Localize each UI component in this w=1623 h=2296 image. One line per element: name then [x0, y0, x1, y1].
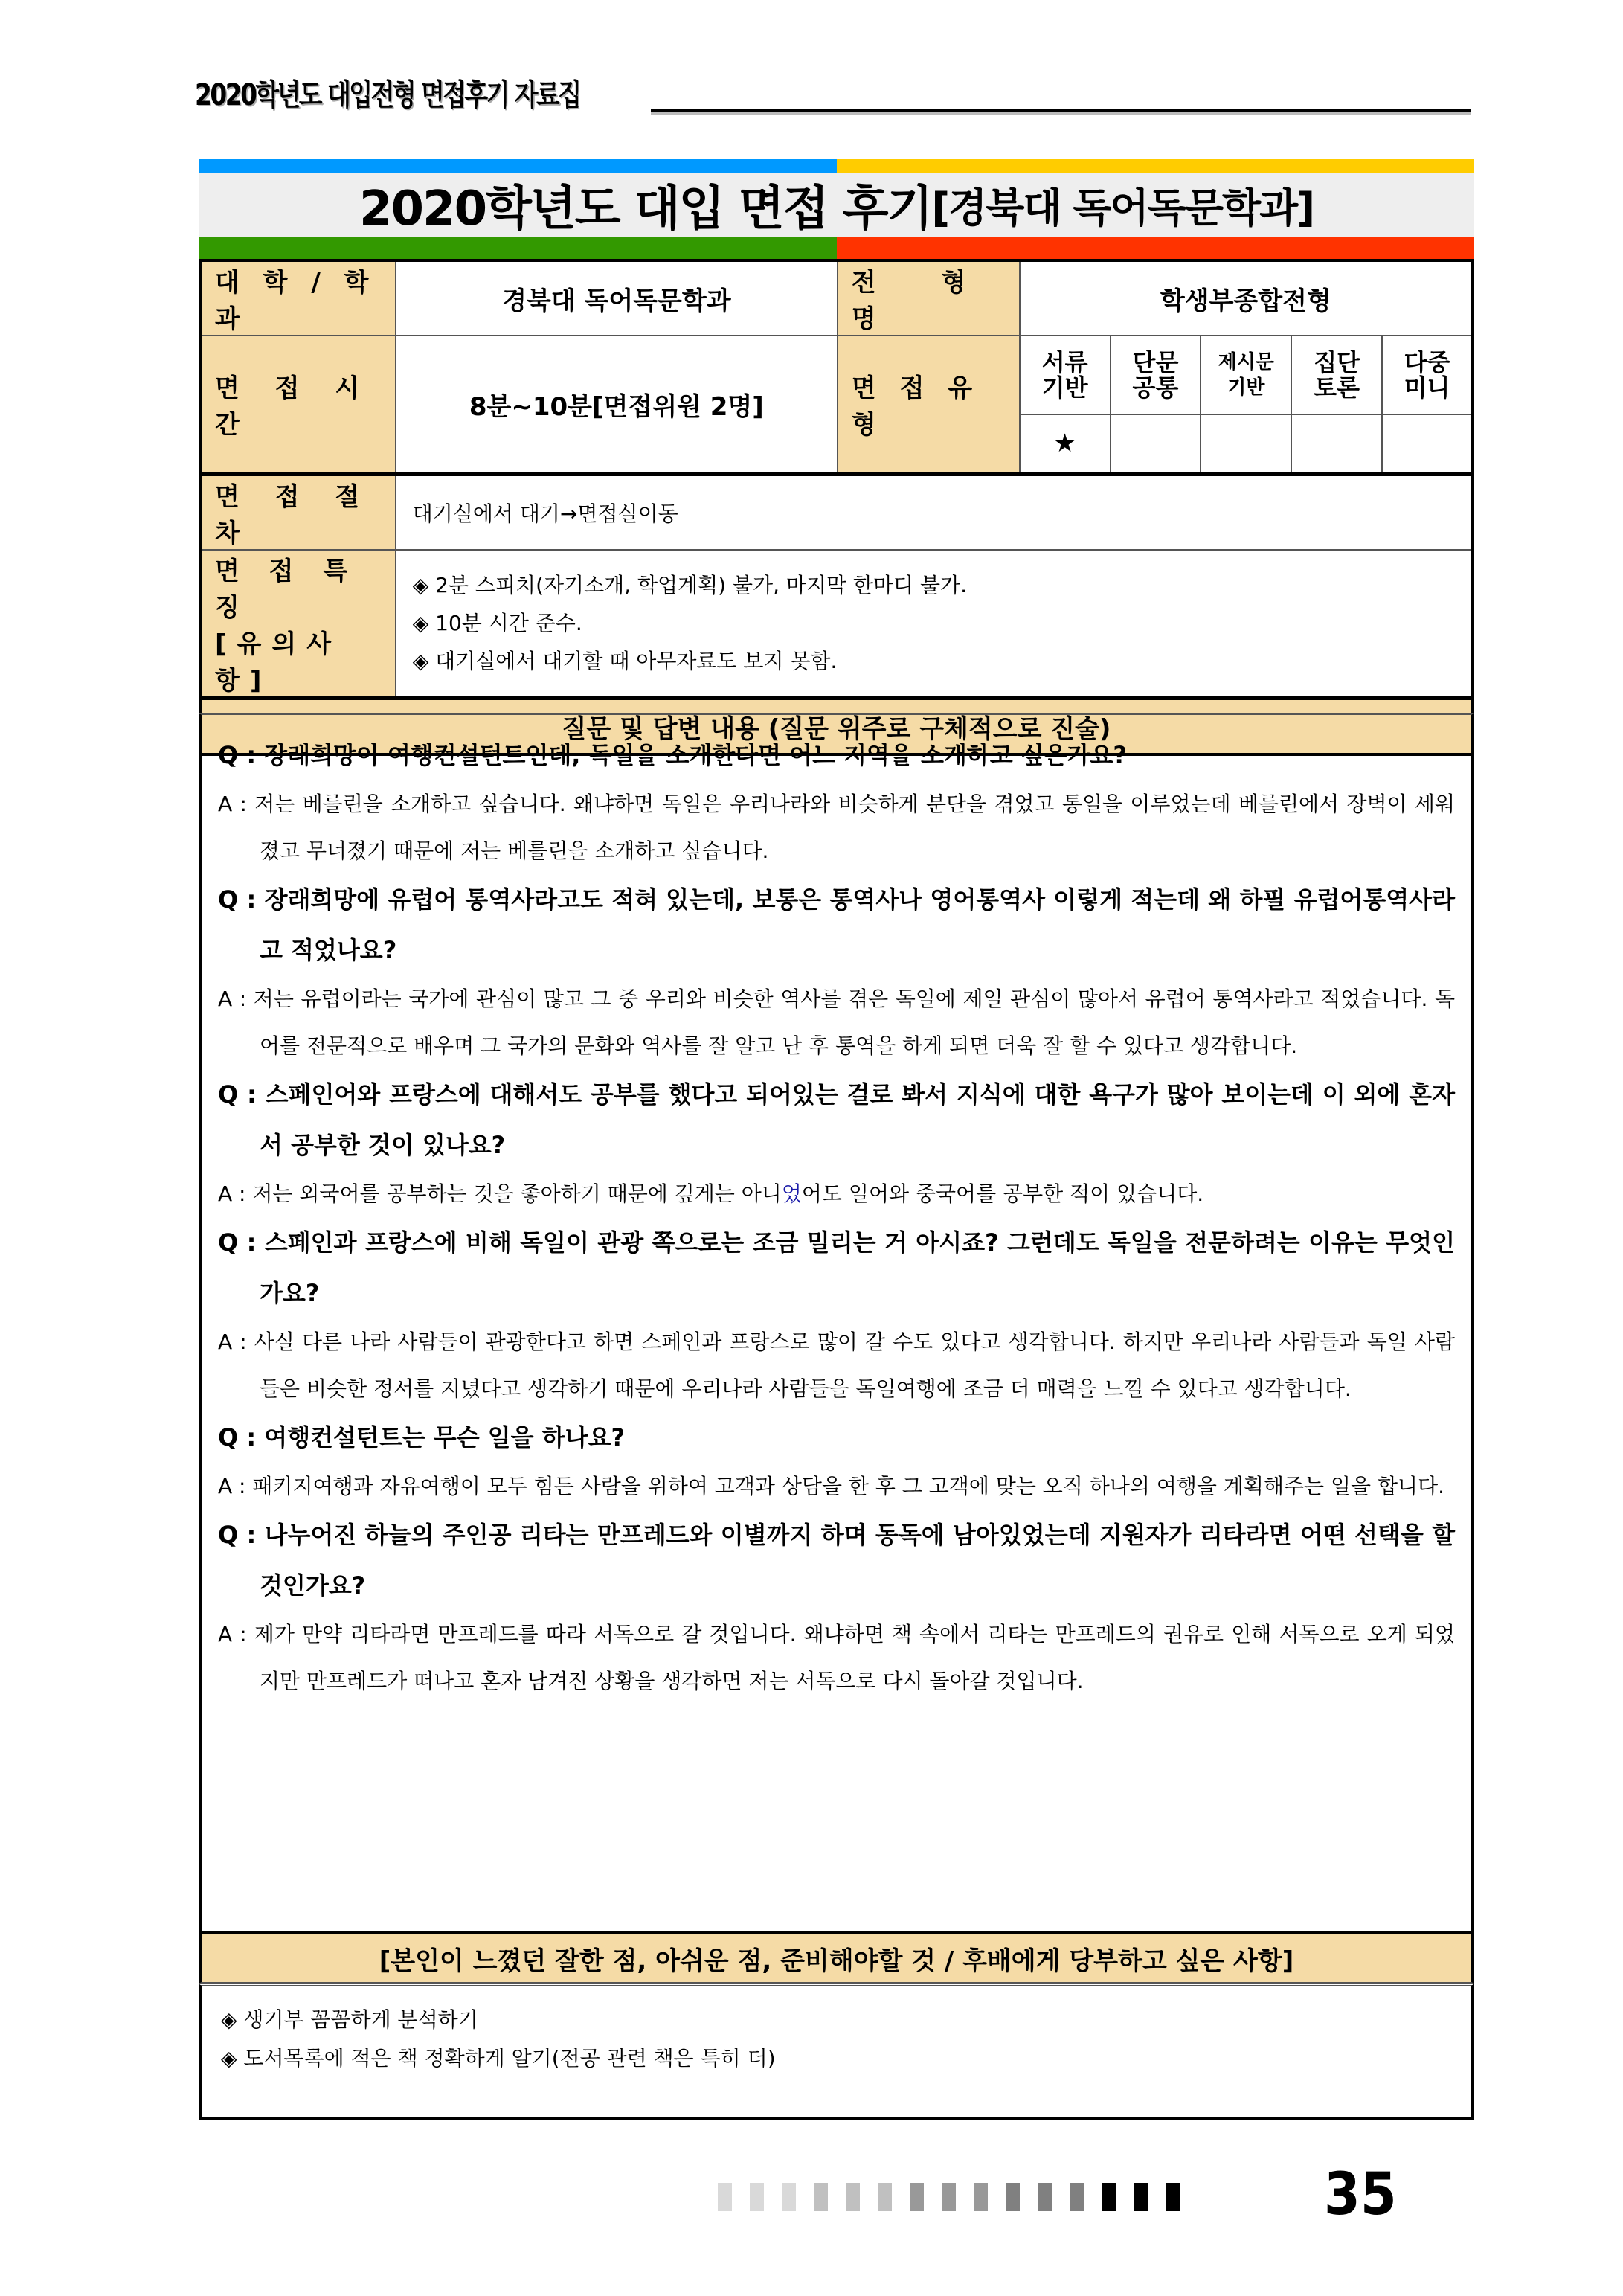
info-table — [199, 259, 1474, 756]
summary-item: ◈ 도서목록에 적은 책 정확하게 알기(전공 관련 책은 특히 더) — [221, 2046, 776, 2071]
color-bar-yellow — [837, 159, 1474, 173]
answer: A : 저는 유럽이라는 국가에 관심이 많고 그 중 우리와 비슷한 역사를 겪은 독일에 제일 관심이 많아서 유럽어 통역사라고 적었습니다. 독어를 전문적으로 배우며 그 국가의 문화와 역사를 잘 알고 난 후 통역을 하게 되면 더욱 잘 할 수 있다고 생각합니다. — [218, 987, 1455, 1058]
footer-bar — [910, 2183, 924, 2211]
footer-bar — [718, 2183, 732, 2211]
procedure-value: 대기실에서 대기→면접실이동 — [396, 474, 1473, 550]
answer: A : 저는 베를린을 소개하고 싶습니다. 왜냐하면 독일은 우리나라와 비슷하게 분단을 겪었고 통일을 이루었는데 베를린에서 장벽이 세워졌고 무너졌기 때문에 저는 베를린을 소개하고 싶습니다. — [218, 792, 1455, 863]
footer-bar — [750, 2183, 764, 2211]
footer-bar — [942, 2183, 956, 2211]
admission-label: 전 형 명 — [838, 260, 1020, 336]
question: Q : 스페인과 프랑스에 비해 독일이 관광 쪽으로는 조금 밀리는 거 아시죠? 그런데도 독일을 전문하려는 이유는 무엇인가요? — [218, 1228, 1455, 1307]
footer-bar — [1070, 2183, 1084, 2211]
qa-heading: 질문 및 답변 내용 (질문 위주로 구체적으로 진술) — [200, 698, 1473, 754]
feature-item: ◈ 10분 시간 준수. — [412, 611, 582, 635]
qa-section — [199, 713, 1474, 1934]
footer-bar — [878, 2183, 892, 2211]
answer: A : 패키지여행과 자유여행이 모두 힘든 사람을 위하여 고객과 상담을 한 후 그 고객에 맞는 오직 하나의 여행을 계획해주는 일을 합니다. — [218, 1474, 1445, 1498]
footer-bar — [814, 2183, 828, 2211]
color-bar-red — [837, 237, 1474, 259]
footer-bar — [1006, 2183, 1020, 2211]
type-header-1: 서류 기반 — [1020, 336, 1111, 414]
feature-item: ◈ 2분 스피치(자기소개, 학업계획) 불가, 마지막 한마디 불가. — [412, 573, 967, 597]
question: Q : 여행컨설턴트는 무슨 일을 하나요? — [218, 1423, 626, 1452]
footer-bar — [974, 2183, 988, 2211]
page-number: 35 — [1324, 2161, 1397, 2228]
question: Q : 장래희망이 여행컨설턴트인데, 독일을 소개한다면 어느 지역을 소개하고 싶은가요? — [218, 741, 1127, 769]
answer: A : 제가 만약 리타라면 만프레드를 따라 서독으로 갈 것입니다. 왜냐하면 책 속에서 리타는 만프레드의 권유로 인해 서독으로 오게 되었지만 만프레드가 떠나고 혼자 남겨진 상황을 생각하면 저는 서독으로 다시 돌아갈 것입니다. — [218, 1622, 1455, 1693]
footer-bar — [1134, 2183, 1148, 2211]
page-subtitle: [경북대 독어독문학과] — [931, 184, 1314, 231]
type-mark-3 — [1201, 414, 1291, 474]
features-label: 면 접 특 징 [유의사항] — [200, 550, 396, 699]
university-value: 경북대 독어독문학과 — [396, 260, 838, 336]
type-header-2: 단문 공통 — [1111, 336, 1201, 414]
document-header: 2020학년도 대입전형 면접후기 자료집 — [195, 78, 580, 112]
title-band — [199, 173, 1474, 237]
footer-bar — [1166, 2183, 1180, 2211]
header-rule — [651, 109, 1471, 112]
type-mark-1: ★ — [1020, 414, 1111, 474]
footer-gradient-bars — [718, 2183, 1180, 2211]
question: Q : 스페인어와 프랑스에 대해서도 공부를 했다고 되어있는 걸로 봐서 지식에 대한 욕구가 많아 보이는데 이 외에 혼자서 공부한 것이 있나요? — [218, 1080, 1455, 1159]
type-mark-5 — [1382, 414, 1473, 474]
admission-value: 학생부종합전형 — [1020, 260, 1473, 336]
answer: A : 사실 다른 나라 사람들이 관광한다고 하면 스페인과 프랑스로 많이 갈 수도 있다고 생각합니다. 하지만 우리나라 사람들과 독일 사람들은 비슷한 정서를 지녔다고 생각하기 때문에 우리나라 사람들을 독일여행에 조금 더 매력을 느낄 수 있다고 생각합니다. — [218, 1330, 1455, 1401]
features-list — [396, 550, 1473, 699]
color-bar-green — [199, 237, 837, 259]
type-header-5: 다중 미니 — [1382, 336, 1473, 414]
procedure-label: 면 접 절 차 — [200, 474, 396, 550]
university-label: 대 학 / 학 과 — [200, 260, 396, 336]
footer-bar — [1102, 2183, 1116, 2211]
page-title: 2020학년도 대입 면접 후기 — [359, 182, 932, 237]
footer-bar — [1038, 2183, 1052, 2211]
type-mark-2 — [1111, 414, 1201, 474]
type-mark-4 — [1291, 414, 1382, 474]
type-label: 면 접 유 형 — [838, 336, 1020, 474]
question: Q : 장래희망에 유럽어 통역사라고도 적혀 있는데, 보통은 통역사나 영어통역사 이렇게 적는데 왜 하필 유럽어통역사라고 적었나요? — [218, 885, 1455, 964]
summary-section — [199, 1984, 1474, 2120]
answer: A : 저는 외국어를 공부하는 것을 좋아하기 때문에 깊게는 아니었어도 일어와 중국어를 공부한 적이 있습니다. — [218, 1181, 1204, 1206]
summary-heading: [본인이 느꼈던 잘한 점, 아쉬운 점, 준비해야할 것 / 후배에게 당부하고 싶은 사항] — [199, 1931, 1474, 1984]
feature-item: ◈ 대기실에서 대기할 때 아무자료도 보지 못함. — [412, 649, 838, 673]
time-value: 8분~10분[면접위원 2명] — [396, 336, 838, 474]
type-header-4: 집단 토론 — [1291, 336, 1382, 414]
footer-bar — [846, 2183, 860, 2211]
summary-item: ◈ 생기부 꼼꼼하게 분석하기 — [221, 2007, 478, 2032]
footer-bar — [782, 2183, 796, 2211]
question: Q : 나누어진 하늘의 주인공 리타는 만프레드와 이별까지 하며 동독에 남아있었는데 지원자가 리타라면 어떤 선택을 할 것인가요? — [218, 1521, 1455, 1600]
time-label: 면 접 시 간 — [200, 336, 396, 474]
type-header-3: 제시문 기반 — [1201, 336, 1291, 414]
